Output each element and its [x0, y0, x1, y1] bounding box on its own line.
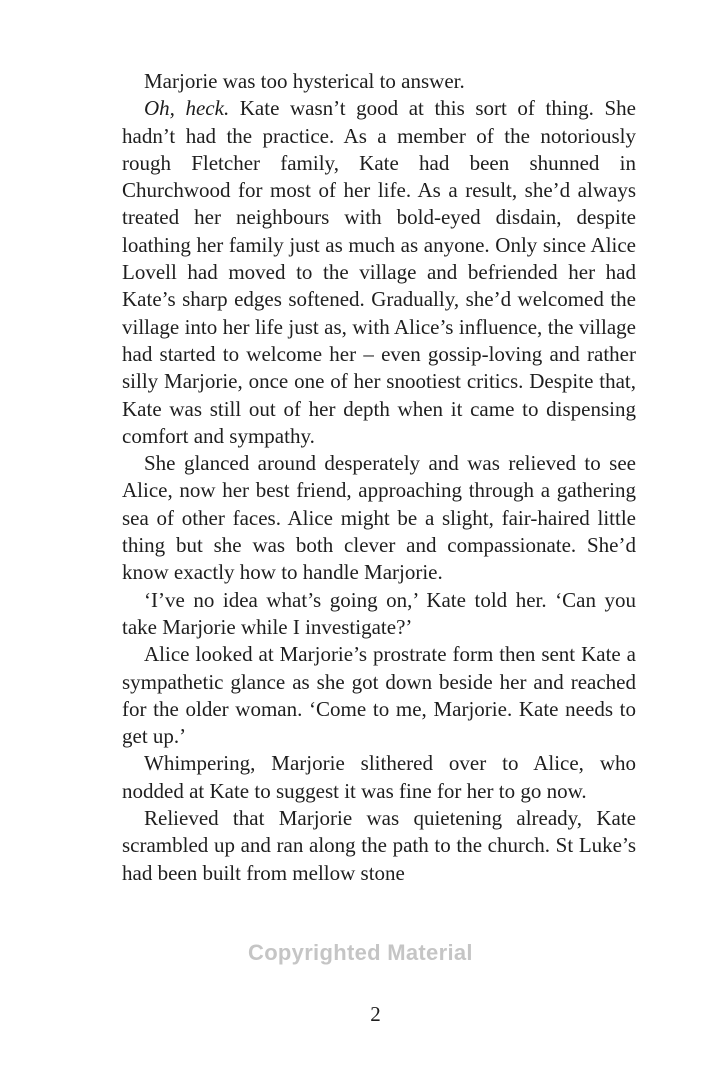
italic-lead: Oh, heck. — [144, 96, 230, 121]
paragraph-3: She glanced around desperately and was relieved to see Alice, now her best friend, approaching through a gathering sea of other faces. Alice might be a slight, fair-haired little thing but she was both clever and compassionate. She’d know exactly how to handle Marjorie. — [122, 451, 636, 585]
page-number: 2 — [370, 1002, 381, 1026]
paragraph-2: Oh, heck. Kate wasn’t good at this sort of thing. She hadn’t had the practice. As a member of the notoriously rough Fletcher family, Kate had been shunned in Churchwood for most of her life. As a result, she’d always treated her neighbours with bold-eyed disdain, despite loathing her family just as much as anyone. Only since Alice Lovell had moved to the village and befriended her had Kate’s sharp edges softened. Gradually, she’d welcomed the village into her life just as, with Alice’s influence, the village had started to welcome her – even gossip-loving and rather silly Marjorie, once one of her snootiest critics. Despite that, Kate was still out of her depth when it came to dispensing comfort and sympathy. — [122, 96, 636, 448]
paragraph-6: Whimpering, Marjorie slithered over to Alice, who nodded at Kate to suggest it was fine for her to go now. — [122, 751, 636, 803]
paragraph-7: Relieved that Marjorie was quietening already, Kate scrambled up and ran along the path to the church. St Luke’s had been built from mellow stone — [122, 806, 636, 885]
body-text — [122, 68, 636, 887]
paragraph-5: Alice looked at Marjorie’s prostrate form then sent Kate a sympathetic glance as she got down beside her and reached for the older woman. ‘Come to me, Marjorie. Kate needs to get up.’ — [122, 642, 636, 749]
copyright-watermark: Copyrighted Material — [248, 940, 473, 965]
paragraph-4: ‘I’ve no idea what’s going on,’ Kate told her. ‘Can you take Marjorie while I investigate?’ — [122, 587, 636, 639]
paragraph-1: Marjorie was too hysterical to answer. — [144, 69, 465, 93]
